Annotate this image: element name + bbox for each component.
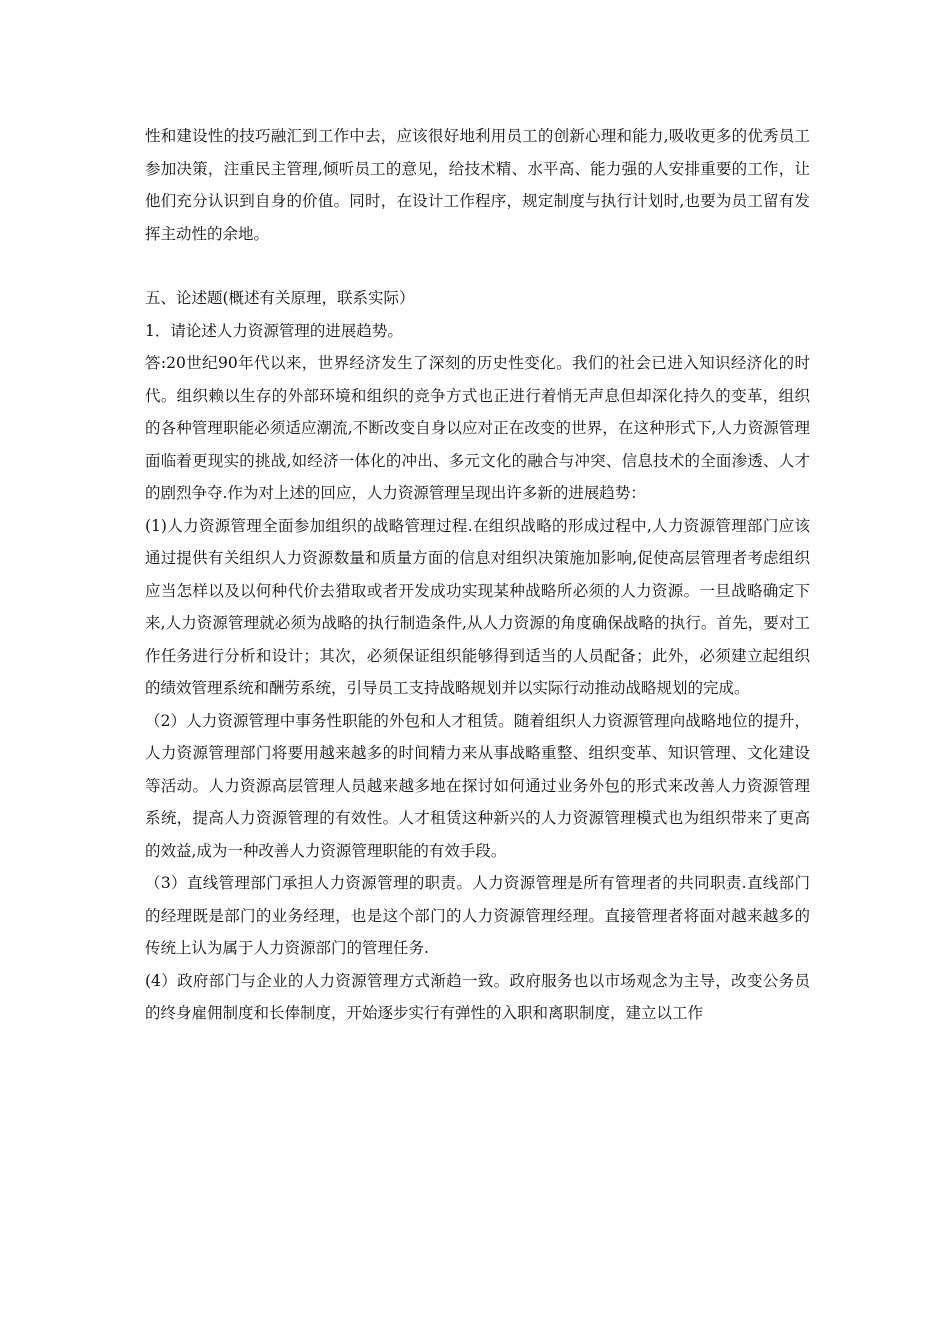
- question-text: 1．请论述人力资源管理的进展趋势。: [145, 321, 403, 340]
- intro-paragraph: 性和建设性的技巧融汇到工作中去，应该很好地利用员工的创新心理和能力,吸收更多的优秀员工参加决策，注重民主管理,倾听员工的意见，给技术精、水平高、能力强的人安排重要的工作，让他们充分认识到自身的价值。同时，在设计工作程序，规定制度与执行计划时,也要为员工留有发挥主动性的余地。: [145, 127, 810, 243]
- trend-point-2: （2）人力资源管理中事务性职能的外包和人才租赁。随着组织人力资源管理向战略地位的提升，人力资源管理部门将要用越来越多的时间精力来从事战略重整、组织变革、知识管理、文化建设等活动。人力资源高层管理人员越来越多地在探讨如何通过业务外包的形式来改善人力资源管理系统，提高人力资源管理的有效性。人才租赁这种新兴的人力资源管理模式也为组织带来了更高的效益,成为一种改善人力资源管理职能的有效手段。: [145, 711, 810, 860]
- trend-point-3: （3）直线管理部门承担人力资源管理的职责。人力资源管理是所有管理者的共同职责.直线部门的经理既是部门的业务经理，也是这个部门的人力资源管理经理。直接管理者将面对越来越多的传统上认为属于人力资源部门的管理任务.: [145, 874, 810, 957]
- answer-intro-paragraph: 答:20世纪90年代以来，世界经济发生了深刻的历史性变化。我们的社会已进入知识经济化的时代。组织赖以生存的外部环境和组织的竞争方式也正进行着悄无声息但却深化持久的变革，组织的各种管理职能必须适应潮流,不断改变自身以应对正在改变的世界，在这种形式下,人力资源管理面临着更现实的挑战,如经济一体化的冲出、多元文化的融合与冲突、信息技术的全面渗透、人才的剧烈争夺.作为对上述的回应，人力资源管理呈现出许多新的进展趋势：: [145, 354, 810, 502]
- trend-point-4: (4）政府部门与企业的人力资源管理方式渐趋一致。政府服务也以市场观念为主导，改变公务员的终身雇佣制度和长俸制度，开始逐步实行有弹性的入职和离职制度，建立以工作: [145, 971, 810, 1022]
- section-heading: 五、论述题(概述有关原理，联系实际）: [145, 289, 415, 307]
- section-spacer: [145, 250, 810, 282]
- trend-point-1: (1)人力资源管理全面参加组织的战略管理过程.在组织战略的形成过程中,人力资源管理部门应该通过提供有关组织人力资源数量和质量方面的信息对组织决策施加影响,促使高层管理者考虑组织应当怎样以及以何种代价去猎取或者开发成功实现某种战略所必须的人力资源。一旦战略确定下来,人力资源管理就必须为战略的执行制造条件,从人力资源的角度确保战略的执行。首先，要对工作任务进行分析和设计；其次，必须保证组织能够得到适当的人员配备；此外，必须建立起组织的绩效管理系统和酬劳系统，引导员工支持战略规划并以实际行动推动战略规划的完成。: [145, 516, 810, 697]
- document-body: [145, 120, 810, 1030]
